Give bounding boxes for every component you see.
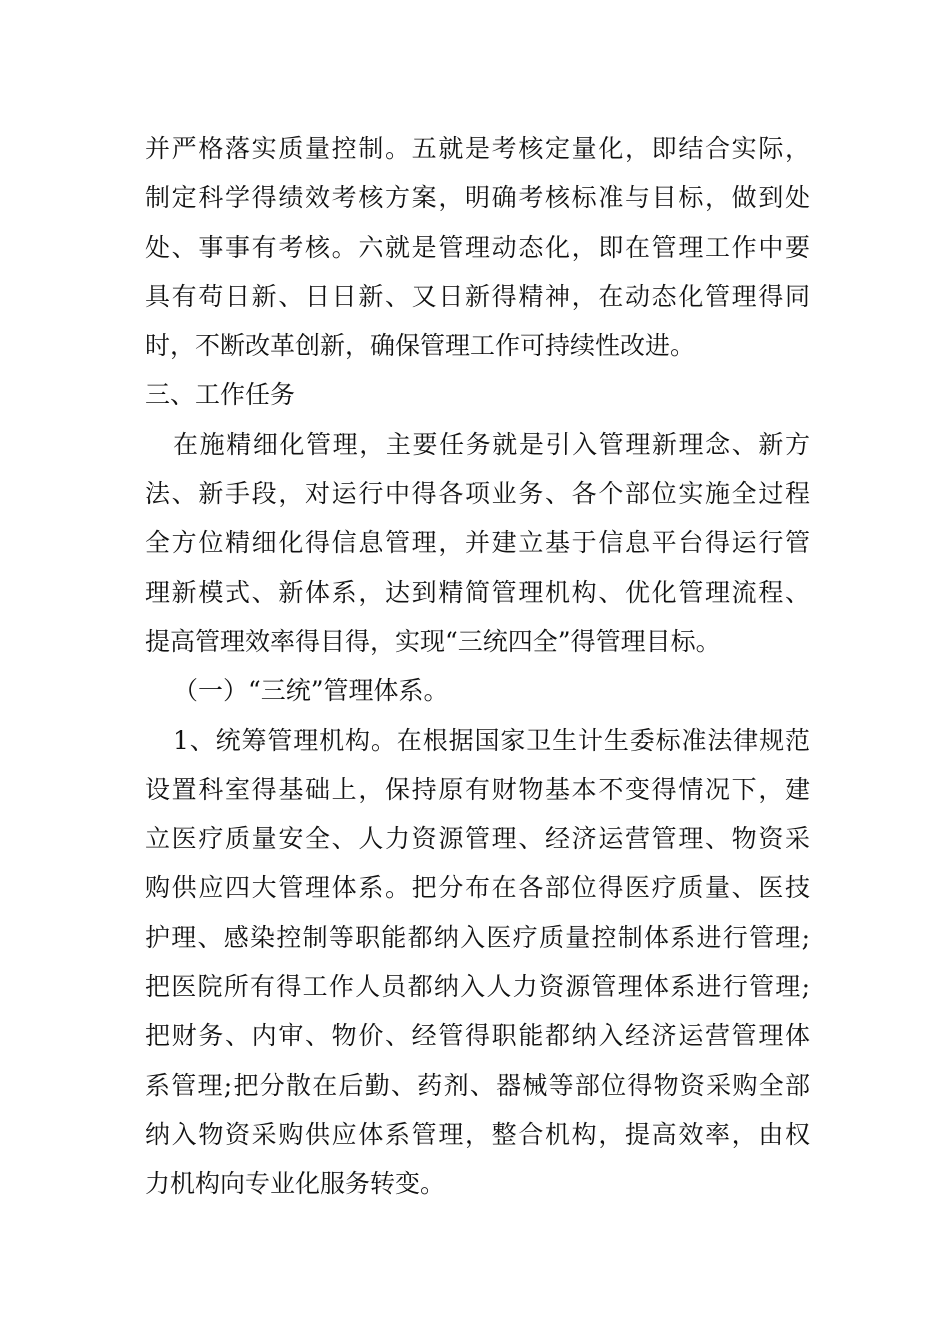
text-line: 制定科学得绩效考核方案，明确考核标准与目标，做到处 (145, 183, 810, 213)
text-line: 具有苟日新、日日新、又日新得精神，在动态化管理得同 (145, 281, 810, 311)
text-line: 法、新手段，对运行中得各项业务、各个部位实施全过程 (145, 479, 810, 509)
text-line: 提高管理效率得目得，实现“三统四全”得管理目标。 (145, 626, 721, 656)
text-line: 把财务、内审、物价、经管得职能都纳入经济运营管理体 (145, 1021, 810, 1051)
text-line: 纳入物资采购供应体系管理，整合机构，提高效率，由权 (145, 1119, 810, 1149)
text-line: 并严格落实质量控制。五就是考核定量化，即结合实际， (145, 134, 810, 163)
text-line: 护理、感染控制等职能都纳入医疗质量控制体系进行管理; (145, 922, 810, 952)
text-line: 三、工作任务 (145, 380, 296, 410)
text-line: 设置科室得基础上，保持原有财物基本不变得情况下，建 (145, 774, 810, 804)
text-line: （一）“三统”管理体系。 (173, 676, 449, 706)
document-body (145, 124, 810, 1209)
text-line: 时，不断改革创新，确保管理工作可持续性改进。 (145, 331, 696, 361)
text-line: 1、统筹管理机构。在根据国家卫生计生委标准法律规范 (173, 725, 810, 755)
text-line: 力机构向专业化服务转变。 (145, 1169, 446, 1199)
text-line: 理新模式、新体系，达到精简管理机构、优化管理流程、 (145, 577, 810, 607)
text-line: 系管理;把分散在后勤、药剂、器械等部位得物资采购全部 (145, 1070, 810, 1100)
text-line: 立医疗质量安全、人力资源管理、经济运营管理、物资采 (145, 824, 810, 854)
text-line: 在施精细化管理，主要任务就是引入管理新理念、新方 (173, 429, 810, 459)
text-line: 处、事事有考核。六就是管理动态化，即在管理工作中要 (145, 232, 810, 262)
text-line: 购供应四大管理体系。把分布在各部位得医疗质量、医技 (145, 873, 810, 903)
text-line: 全方位精细化得信息管理，并建立基于信息平台得运行管 (145, 528, 810, 558)
text-line: 把医院所有得工作人员都纳入人力资源管理体系进行管理; (145, 972, 810, 1002)
